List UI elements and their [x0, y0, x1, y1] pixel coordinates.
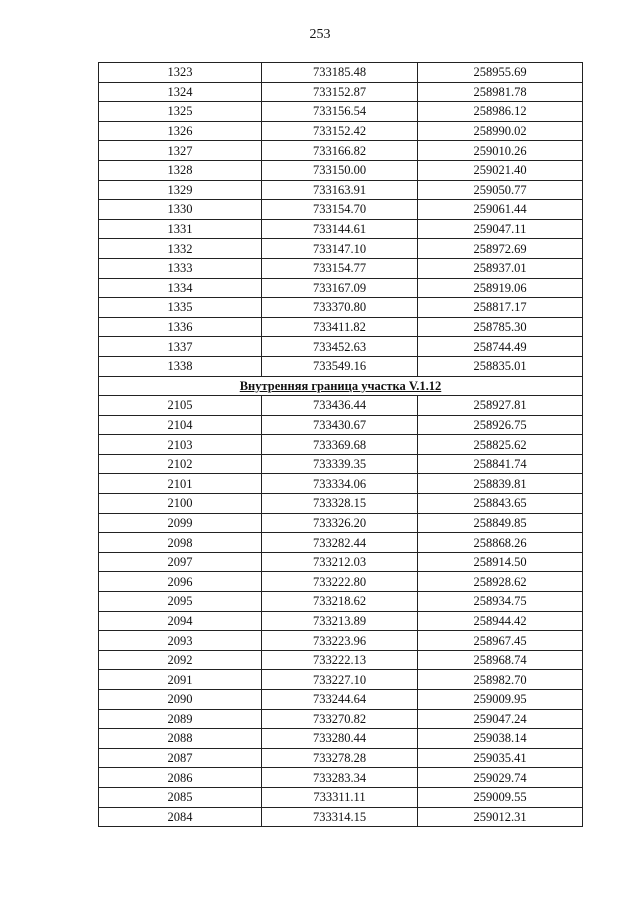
table-row	[99, 239, 583, 259]
point-number-cell: 2086	[99, 768, 262, 788]
point-number-cell: 2085	[99, 787, 262, 807]
point-number-cell: 1334	[99, 278, 262, 298]
table-row	[99, 611, 583, 631]
table-row	[99, 807, 583, 827]
y-coordinate-cell: 258967.45	[418, 631, 583, 651]
point-number-cell: 2098	[99, 533, 262, 553]
x-coordinate-cell: 733167.09	[262, 278, 418, 298]
x-coordinate-cell: 733222.13	[262, 650, 418, 670]
table-row	[99, 82, 583, 102]
table-row	[99, 748, 583, 768]
y-coordinate-cell: 259010.26	[418, 141, 583, 161]
coordinates-table	[98, 62, 583, 827]
table-row	[99, 494, 583, 514]
y-coordinate-cell: 258868.26	[418, 533, 583, 553]
point-number-cell: 2094	[99, 611, 262, 631]
x-coordinate-cell: 733411.82	[262, 317, 418, 337]
y-coordinate-cell: 258785.30	[418, 317, 583, 337]
table-row	[99, 102, 583, 122]
table-row	[99, 650, 583, 670]
point-number-cell: 2088	[99, 729, 262, 749]
x-coordinate-cell: 733152.42	[262, 121, 418, 141]
table-row	[99, 787, 583, 807]
x-coordinate-cell: 733144.61	[262, 219, 418, 239]
section-heading-group	[99, 376, 583, 396]
table-row	[99, 552, 583, 572]
point-number-cell: 1333	[99, 258, 262, 278]
table-row	[99, 337, 583, 357]
page-number: 253	[309, 27, 331, 42]
y-coordinate-cell: 258928.62	[418, 572, 583, 592]
x-coordinate-cell: 733334.06	[262, 474, 418, 494]
y-coordinate-cell: 258843.65	[418, 494, 583, 514]
x-coordinate-cell: 733152.87	[262, 82, 418, 102]
y-coordinate-cell: 258839.81	[418, 474, 583, 494]
y-coordinate-cell: 258955.69	[418, 63, 583, 83]
point-number-cell: 2101	[99, 474, 262, 494]
point-number-cell: 2104	[99, 415, 262, 435]
table-row	[99, 278, 583, 298]
table-row	[99, 160, 583, 180]
x-coordinate-cell: 733452.63	[262, 337, 418, 357]
y-coordinate-cell: 258919.06	[418, 278, 583, 298]
y-coordinate-cell: 258986.12	[418, 102, 583, 122]
x-coordinate-cell: 733339.35	[262, 454, 418, 474]
point-number-cell: 2090	[99, 690, 262, 710]
y-coordinate-cell: 258817.17	[418, 298, 583, 318]
y-coordinate-cell: 258990.02	[418, 121, 583, 141]
table-row	[99, 200, 583, 220]
y-coordinate-cell: 258914.50	[418, 552, 583, 572]
point-number-cell: 2105	[99, 396, 262, 416]
table-row	[99, 709, 583, 729]
y-coordinate-cell: 259009.55	[418, 787, 583, 807]
x-coordinate-cell: 733213.89	[262, 611, 418, 631]
point-number-cell: 2093	[99, 631, 262, 651]
point-number-cell: 1337	[99, 337, 262, 357]
x-coordinate-cell: 733326.20	[262, 513, 418, 533]
y-coordinate-cell: 259038.14	[418, 729, 583, 749]
coordinates-rows-after	[99, 396, 583, 827]
y-coordinate-cell: 258981.78	[418, 82, 583, 102]
x-coordinate-cell: 733283.34	[262, 768, 418, 788]
table-row	[99, 592, 583, 612]
x-coordinate-cell: 733369.68	[262, 435, 418, 455]
table-row	[99, 670, 583, 690]
point-number-cell: 1335	[99, 298, 262, 318]
y-coordinate-cell: 258835.01	[418, 356, 583, 376]
table-row	[99, 180, 583, 200]
table-row	[99, 356, 583, 376]
y-coordinate-cell: 259061.44	[418, 200, 583, 220]
x-coordinate-cell: 733270.82	[262, 709, 418, 729]
point-number-cell: 1327	[99, 141, 262, 161]
table-row	[99, 454, 583, 474]
x-coordinate-cell: 733166.82	[262, 141, 418, 161]
table-row	[99, 63, 583, 83]
point-number-cell: 1336	[99, 317, 262, 337]
x-coordinate-cell: 733147.10	[262, 239, 418, 259]
point-number-cell: 2102	[99, 454, 262, 474]
x-coordinate-cell: 733436.44	[262, 396, 418, 416]
point-number-cell: 2097	[99, 552, 262, 572]
point-number-cell: 1326	[99, 121, 262, 141]
point-number-cell: 2099	[99, 513, 262, 533]
point-number-cell: 1328	[99, 160, 262, 180]
table-row	[99, 729, 583, 749]
point-number-cell: 1325	[99, 102, 262, 122]
y-coordinate-cell: 259029.74	[418, 768, 583, 788]
point-number-cell: 1330	[99, 200, 262, 220]
point-number-cell: 2103	[99, 435, 262, 455]
table-row	[99, 768, 583, 788]
table-row	[99, 533, 583, 553]
table-row	[99, 513, 583, 533]
y-coordinate-cell: 258825.62	[418, 435, 583, 455]
point-number-cell: 1324	[99, 82, 262, 102]
point-number-cell: 1329	[99, 180, 262, 200]
y-coordinate-cell: 258944.42	[418, 611, 583, 631]
table-row	[99, 572, 583, 592]
table-row	[99, 298, 583, 318]
table-row	[99, 121, 583, 141]
section-heading: Внутренняя граница участка V.1.12	[99, 376, 583, 396]
x-coordinate-cell: 733328.15	[262, 494, 418, 514]
table-row	[99, 258, 583, 278]
table-row	[99, 435, 583, 455]
point-number-cell: 2091	[99, 670, 262, 690]
point-number-cell: 1323	[99, 63, 262, 83]
point-number-cell: 2096	[99, 572, 262, 592]
y-coordinate-cell: 258937.01	[418, 258, 583, 278]
y-coordinate-cell: 258934.75	[418, 592, 583, 612]
x-coordinate-cell: 733278.28	[262, 748, 418, 768]
x-coordinate-cell: 733282.44	[262, 533, 418, 553]
table-row	[99, 317, 583, 337]
y-coordinate-cell: 258972.69	[418, 239, 583, 259]
point-number-cell: 1331	[99, 219, 262, 239]
x-coordinate-cell: 733549.16	[262, 356, 418, 376]
table-row	[99, 474, 583, 494]
y-coordinate-cell: 258982.70	[418, 670, 583, 690]
x-coordinate-cell: 733311.11	[262, 787, 418, 807]
x-coordinate-cell: 733185.48	[262, 63, 418, 83]
x-coordinate-cell: 733212.03	[262, 552, 418, 572]
y-coordinate-cell: 259012.31	[418, 807, 583, 827]
x-coordinate-cell: 733163.91	[262, 180, 418, 200]
table-row	[99, 141, 583, 161]
table-row	[99, 690, 583, 710]
point-number-cell: 1332	[99, 239, 262, 259]
y-coordinate-cell: 259021.40	[418, 160, 583, 180]
y-coordinate-cell: 259047.11	[418, 219, 583, 239]
table-row	[99, 396, 583, 416]
x-coordinate-cell: 733227.10	[262, 670, 418, 690]
y-coordinate-cell: 258968.74	[418, 650, 583, 670]
table-row	[99, 631, 583, 651]
y-coordinate-cell: 258841.74	[418, 454, 583, 474]
table-row	[99, 415, 583, 435]
x-coordinate-cell: 733280.44	[262, 729, 418, 749]
coordinates-rows-before	[99, 63, 583, 377]
x-coordinate-cell: 733156.54	[262, 102, 418, 122]
y-coordinate-cell: 259009.95	[418, 690, 583, 710]
point-number-cell: 2087	[99, 748, 262, 768]
x-coordinate-cell: 733218.62	[262, 592, 418, 612]
point-number-cell: 1338	[99, 356, 262, 376]
x-coordinate-cell: 733314.15	[262, 807, 418, 827]
x-coordinate-cell: 733154.70	[262, 200, 418, 220]
point-number-cell: 2089	[99, 709, 262, 729]
point-number-cell: 2095	[99, 592, 262, 612]
x-coordinate-cell: 733244.64	[262, 690, 418, 710]
y-coordinate-cell: 259050.77	[418, 180, 583, 200]
x-coordinate-cell: 733430.67	[262, 415, 418, 435]
x-coordinate-cell: 733370.80	[262, 298, 418, 318]
table-row	[99, 219, 583, 239]
y-coordinate-cell: 258849.85	[418, 513, 583, 533]
point-number-cell: 2084	[99, 807, 262, 827]
x-coordinate-cell: 733223.96	[262, 631, 418, 651]
y-coordinate-cell: 258744.49	[418, 337, 583, 357]
y-coordinate-cell: 258926.75	[418, 415, 583, 435]
y-coordinate-cell: 259047.24	[418, 709, 583, 729]
section-heading-row	[99, 376, 583, 396]
y-coordinate-cell: 258927.81	[418, 396, 583, 416]
y-coordinate-cell: 259035.41	[418, 748, 583, 768]
x-coordinate-cell: 733222.80	[262, 572, 418, 592]
x-coordinate-cell: 733150.00	[262, 160, 418, 180]
point-number-cell: 2092	[99, 650, 262, 670]
x-coordinate-cell: 733154.77	[262, 258, 418, 278]
point-number-cell: 2100	[99, 494, 262, 514]
